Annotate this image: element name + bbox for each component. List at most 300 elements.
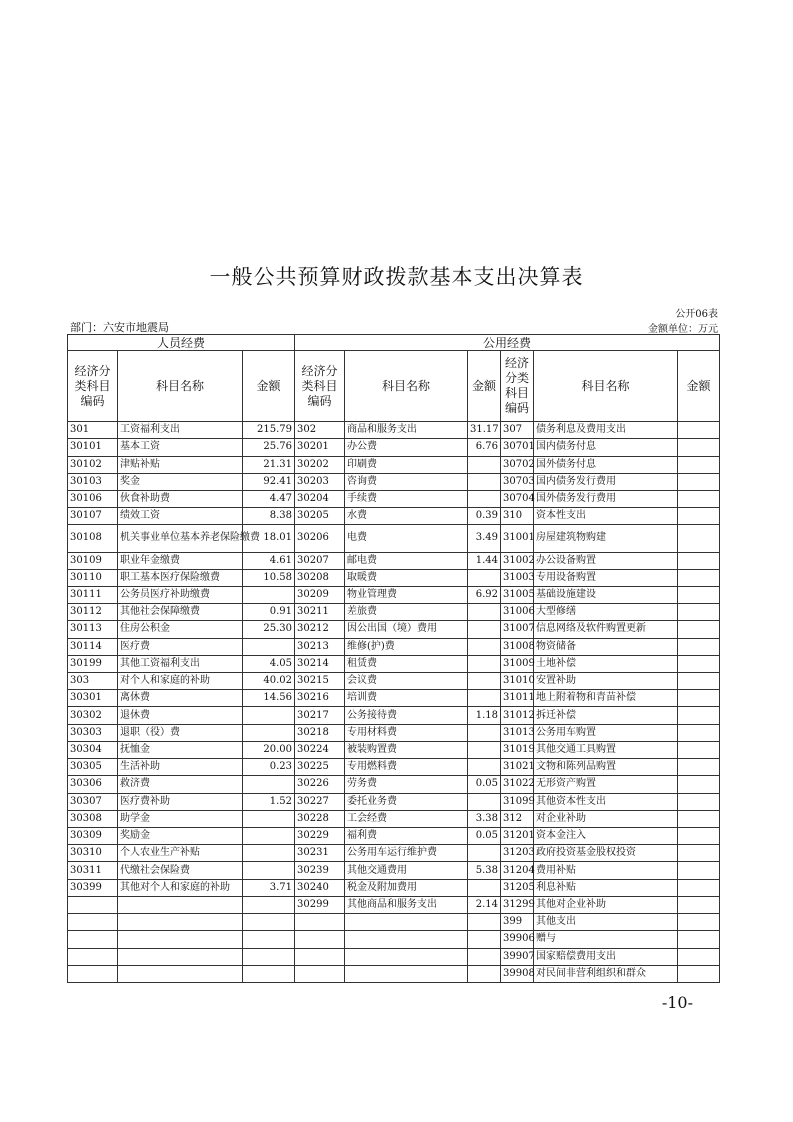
- cell-amount: [243, 862, 295, 879]
- cell-name: 培训费: [345, 690, 468, 707]
- cell-amount: 4.05: [243, 655, 295, 672]
- cell-name: [118, 931, 243, 948]
- cell-name: 公务用车运行维护费: [345, 845, 468, 862]
- cell-code: 30208: [295, 569, 345, 586]
- cell-amount: 10.58: [243, 569, 295, 586]
- table-row: [68, 948, 720, 965]
- cell-name: 政府投资基金股权投资: [534, 845, 678, 862]
- group-personnel: 人员经费: [68, 335, 295, 351]
- header-name: 科目名称: [118, 351, 243, 422]
- cell-amount: 5.38: [468, 862, 501, 879]
- cell-code: 30229: [295, 828, 345, 845]
- cell-name: 奖励金: [118, 828, 243, 845]
- cell-amount: [243, 724, 295, 741]
- cell-name: 住房公积金: [118, 621, 243, 638]
- cell-amount: [678, 828, 720, 845]
- cell-name: 对个人和家庭的补助: [118, 673, 243, 690]
- cell-name: [118, 896, 243, 913]
- cell-code: 30239: [295, 862, 345, 879]
- cell-amount: 18.01: [243, 525, 295, 552]
- cell-amount: [243, 845, 295, 862]
- table-row: [68, 862, 720, 879]
- cell-name: 生活补助: [118, 759, 243, 776]
- cell-code: 30212: [295, 621, 345, 638]
- cell-code: 31021: [501, 759, 534, 776]
- cell-code: 30213: [295, 638, 345, 655]
- cell-name: 工资福利支出: [118, 422, 243, 439]
- cell-amount: 14.56: [243, 690, 295, 707]
- cell-name: [345, 931, 468, 948]
- table-row: [68, 776, 720, 793]
- table-row: [68, 690, 720, 707]
- cell-code: 30103: [68, 473, 118, 490]
- cell-amount: [468, 931, 501, 948]
- cell-amount: [678, 759, 720, 776]
- cell-amount: [243, 707, 295, 724]
- table-row: [68, 741, 720, 758]
- cell-amount: 0.23: [243, 759, 295, 776]
- cell-amount: 0.39: [468, 508, 501, 525]
- cell-name: 被装购置费: [345, 741, 468, 758]
- cell-amount: [678, 896, 720, 913]
- cell-amount: 0.05: [468, 828, 501, 845]
- cell-name: [118, 965, 243, 982]
- cell-amount: [243, 948, 295, 965]
- cell-amount: [243, 931, 295, 948]
- cell-amount: [468, 621, 501, 638]
- cell-amount: 2.14: [468, 896, 501, 913]
- cell-name: 利息补贴: [534, 879, 678, 896]
- cell-amount: [468, 965, 501, 982]
- cell-name: 福利费: [345, 828, 468, 845]
- cell-code: 30217: [295, 707, 345, 724]
- cell-code: 30113: [68, 621, 118, 638]
- cell-name: 物业管理费: [345, 586, 468, 603]
- cell-name: 委托业务费: [345, 793, 468, 810]
- cell-code: 31002: [501, 552, 534, 569]
- cell-name: 印刷费: [345, 456, 468, 473]
- cell-name: 租赁费: [345, 655, 468, 672]
- cell-amount: 4.47: [243, 491, 295, 508]
- cell-amount: [243, 965, 295, 982]
- cell-amount: [468, 456, 501, 473]
- cell-amount: [468, 845, 501, 862]
- cell-amount: [468, 793, 501, 810]
- cell-code: 30214: [295, 655, 345, 672]
- cell-name: 退职（役）费: [118, 724, 243, 741]
- cell-name: 其他交通工具购置: [534, 741, 678, 758]
- cell-amount: [678, 673, 720, 690]
- department-label: 部门：六安市地震局: [70, 321, 169, 334]
- cell-name: 其他资本性支出: [534, 793, 678, 810]
- table-row: [68, 965, 720, 982]
- cell-code: 30304: [68, 741, 118, 758]
- cell-code: 301: [68, 422, 118, 439]
- cell-amount: [678, 569, 720, 586]
- cell-name: 离休费: [118, 690, 243, 707]
- table-row: [68, 525, 720, 552]
- cell-code: 31204: [501, 862, 534, 879]
- cell-name: 其他社会保障缴费: [118, 604, 243, 621]
- cell-name: 公务接待费: [345, 707, 468, 724]
- page-title: 一般公共预算财政拨款基本支出决算表: [209, 265, 584, 289]
- cell-code: 30199: [68, 655, 118, 672]
- cell-code: 31011: [501, 690, 534, 707]
- cell-name: 房屋建筑物购建: [534, 525, 678, 552]
- header-amount: 金额: [243, 351, 295, 422]
- cell-amount: [468, 655, 501, 672]
- cell-amount: [678, 948, 720, 965]
- cell-amount: [678, 473, 720, 490]
- cell-name: 对企业补助: [534, 810, 678, 827]
- group-header-row: [68, 335, 720, 351]
- table-row: [68, 638, 720, 655]
- cell-code: 30311: [68, 862, 118, 879]
- cell-code: [295, 914, 345, 931]
- cell-amount: [678, 439, 720, 456]
- table-row: [68, 759, 720, 776]
- cell-amount: 3.38: [468, 810, 501, 827]
- cell-code: 30308: [68, 810, 118, 827]
- cell-code: 31007: [501, 621, 534, 638]
- cell-code: [68, 914, 118, 931]
- cell-code: 31001: [501, 525, 534, 552]
- cell-amount: [678, 741, 720, 758]
- cell-amount: [678, 690, 720, 707]
- header-amount: 金额: [468, 351, 501, 422]
- cell-name: 国外债务发行费用: [534, 491, 678, 508]
- cell-name: 咨询费: [345, 473, 468, 490]
- cell-name: 会议费: [345, 673, 468, 690]
- cell-amount: [678, 914, 720, 931]
- cell-amount: 6.92: [468, 586, 501, 603]
- cell-amount: 1.52: [243, 793, 295, 810]
- cell-name: [345, 965, 468, 982]
- cell-amount: [678, 793, 720, 810]
- cell-name: 医疗费补助: [118, 793, 243, 810]
- cell-name: 国内债务发行费用: [534, 473, 678, 490]
- cell-code: 30205: [295, 508, 345, 525]
- cell-code: 30226: [295, 776, 345, 793]
- cell-amount: [678, 776, 720, 793]
- cell-code: 302: [295, 422, 345, 439]
- table-row: [68, 707, 720, 724]
- cell-code: 303: [68, 673, 118, 690]
- cell-name: [118, 948, 243, 965]
- cell-amount: [468, 759, 501, 776]
- cell-amount: [678, 508, 720, 525]
- header-name: 科目名称: [534, 351, 678, 422]
- cell-code: 30305: [68, 759, 118, 776]
- page-number: -10-: [661, 993, 693, 1012]
- column-header-row: [68, 351, 720, 422]
- cell-amount: 25.30: [243, 621, 295, 638]
- cell-amount: [678, 862, 720, 879]
- cell-code: 30106: [68, 491, 118, 508]
- cell-code: 30204: [295, 491, 345, 508]
- cell-amount: 20.00: [243, 741, 295, 758]
- cell-name: 个人农业生产补贴: [118, 845, 243, 862]
- table-row: [68, 896, 720, 913]
- cell-amount: [243, 914, 295, 931]
- cell-code: 30218: [295, 724, 345, 741]
- cell-amount: [678, 491, 720, 508]
- cell-amount: [468, 673, 501, 690]
- cell-name: 赠与: [534, 931, 678, 948]
- cell-name: 助学金: [118, 810, 243, 827]
- cell-amount: 1.18: [468, 707, 501, 724]
- cell-code: [295, 965, 345, 982]
- cell-code: 30310: [68, 845, 118, 862]
- cell-name: 维修(护)费: [345, 638, 468, 655]
- cell-amount: 215.79: [243, 422, 295, 439]
- cell-name: 绩效工资: [118, 508, 243, 525]
- cell-amount: 3.71: [243, 879, 295, 896]
- cell-amount: [468, 948, 501, 965]
- cell-name: 其他商品和服务支出: [345, 896, 468, 913]
- header-amount: 金额: [678, 351, 720, 422]
- table-row: [68, 621, 720, 638]
- cell-name: 物资储备: [534, 638, 678, 655]
- cell-code: 30102: [68, 456, 118, 473]
- cell-code: 30703: [501, 473, 534, 490]
- cell-amount: 40.02: [243, 673, 295, 690]
- cell-code: 30240: [295, 879, 345, 896]
- cell-amount: 25.76: [243, 439, 295, 456]
- cell-name: 公务员医疗补助缴费: [118, 586, 243, 603]
- cell-name: 国内债务付息: [534, 439, 678, 456]
- cell-amount: 0.05: [468, 776, 501, 793]
- cell-name: 资本金注入: [534, 828, 678, 845]
- cell-name: 职工基本医疗保险缴费: [118, 569, 243, 586]
- cell-amount: 92.41: [243, 473, 295, 490]
- cell-code: 30299: [295, 896, 345, 913]
- cell-code: 310: [501, 508, 534, 525]
- cell-code: 30109: [68, 552, 118, 569]
- cell-code: 39908: [501, 965, 534, 982]
- cell-code: 30207: [295, 552, 345, 569]
- cell-amount: [468, 569, 501, 586]
- amount-unit-label: 金额单位：万元: [648, 324, 718, 335]
- cell-amount: [678, 604, 720, 621]
- cell-name: 其他对企业补助: [534, 896, 678, 913]
- cell-amount: [243, 776, 295, 793]
- cell-code: 30302: [68, 707, 118, 724]
- cell-code: 30101: [68, 439, 118, 456]
- table-row: [68, 422, 720, 439]
- cell-code: 31019: [501, 741, 534, 758]
- table-row: [68, 914, 720, 931]
- cell-code: 31008: [501, 638, 534, 655]
- cell-name: 水费: [345, 508, 468, 525]
- cell-amount: [243, 586, 295, 603]
- cell-amount: [243, 828, 295, 845]
- cell-amount: [678, 879, 720, 896]
- table-row: [68, 810, 720, 827]
- cell-code: 31006: [501, 604, 534, 621]
- cell-code: 39907: [501, 948, 534, 965]
- cell-amount: [678, 552, 720, 569]
- table-row: [68, 655, 720, 672]
- cell-amount: [243, 896, 295, 913]
- cell-amount: [678, 810, 720, 827]
- cell-code: 30203: [295, 473, 345, 490]
- table-row: [68, 586, 720, 603]
- cell-code: 399: [501, 914, 534, 931]
- cell-code: 30225: [295, 759, 345, 776]
- cell-code: [68, 948, 118, 965]
- cell-code: [68, 931, 118, 948]
- cell-name: 专用燃料费: [345, 759, 468, 776]
- cell-code: 31013: [501, 724, 534, 741]
- cell-code: 30228: [295, 810, 345, 827]
- cell-code: 30216: [295, 690, 345, 707]
- cell-name: 工会经费: [345, 810, 468, 827]
- cell-name: 津贴补贴: [118, 456, 243, 473]
- cell-code: 30702: [501, 456, 534, 473]
- cell-amount: [468, 914, 501, 931]
- table-row: [68, 828, 720, 845]
- cell-amount: 6.76: [468, 439, 501, 456]
- cell-code: 312: [501, 810, 534, 827]
- cell-amount: [678, 456, 720, 473]
- cell-name: 代缴社会保险费: [118, 862, 243, 879]
- cell-name: 债务利息及费用支出: [534, 422, 678, 439]
- cell-code: 31201: [501, 828, 534, 845]
- table-row: [68, 845, 720, 862]
- cell-name: 办公设备购置: [534, 552, 678, 569]
- cell-name: 因公出国（境）费用: [345, 621, 468, 638]
- cell-name: 基本工资: [118, 439, 243, 456]
- cell-amount: [468, 473, 501, 490]
- cell-name: 安置补助: [534, 673, 678, 690]
- cell-code: 30108: [68, 525, 118, 552]
- cell-amount: [468, 604, 501, 621]
- cell-name: 其他交通费用: [345, 862, 468, 879]
- cell-name: 其他对个人和家庭的补助: [118, 879, 243, 896]
- cell-code: 30303: [68, 724, 118, 741]
- cell-name: 费用补贴: [534, 862, 678, 879]
- cell-name: 专用设备购置: [534, 569, 678, 586]
- cell-code: 30231: [295, 845, 345, 862]
- cell-code: 30215: [295, 673, 345, 690]
- cell-name: 专用材料费: [345, 724, 468, 741]
- group-public: 公用经费: [295, 335, 720, 351]
- cell-amount: 0.91: [243, 604, 295, 621]
- cell-code: 31010: [501, 673, 534, 690]
- table-row: [68, 724, 720, 741]
- cell-name: 职业年金缴费: [118, 552, 243, 569]
- cell-amount: [468, 638, 501, 655]
- header-code: 经济分类科目编码: [68, 351, 118, 422]
- cell-amount: [678, 845, 720, 862]
- cell-name: [345, 914, 468, 931]
- cell-code: [68, 896, 118, 913]
- cell-code: 30307: [68, 793, 118, 810]
- cell-name: 大型修缮: [534, 604, 678, 621]
- cell-amount: 31.17: [468, 422, 501, 439]
- cell-name: [118, 914, 243, 931]
- cell-name: 文物和陈列品购置: [534, 759, 678, 776]
- cell-name: 奖金: [118, 473, 243, 490]
- cell-code: 31009: [501, 655, 534, 672]
- header-code: 经济分类科目编码: [295, 351, 345, 422]
- cell-amount: [678, 586, 720, 603]
- cell-code: [295, 948, 345, 965]
- cell-amount: [678, 655, 720, 672]
- cell-code: 30112: [68, 604, 118, 621]
- cell-name: 电费: [345, 525, 468, 552]
- cell-amount: [468, 491, 501, 508]
- cell-name: 资本性支出: [534, 508, 678, 525]
- cell-code: 30107: [68, 508, 118, 525]
- cell-code: 31203: [501, 845, 534, 862]
- cell-name: 拆迁补偿: [534, 707, 678, 724]
- cell-code: 30704: [501, 491, 534, 508]
- cell-amount: [678, 724, 720, 741]
- cell-code: 30399: [68, 879, 118, 896]
- cell-amount: 8.38: [243, 508, 295, 525]
- cell-amount: [678, 422, 720, 439]
- cell-name: 机关事业单位基本养老保险缴费: [118, 525, 243, 552]
- cell-name: 税金及附加费用: [345, 879, 468, 896]
- cell-amount: [678, 707, 720, 724]
- cell-name: 信息网络及软件购置更新: [534, 621, 678, 638]
- cell-code: 31022: [501, 776, 534, 793]
- cell-amount: [468, 690, 501, 707]
- cell-amount: [243, 638, 295, 655]
- cell-code: 30111: [68, 586, 118, 603]
- cell-amount: [678, 638, 720, 655]
- cell-amount: [243, 810, 295, 827]
- expenditure-table: [67, 334, 720, 983]
- table-row: [68, 552, 720, 569]
- header-code: 经济分类科目编码: [501, 351, 534, 422]
- table-row: [68, 508, 720, 525]
- table-row: [68, 604, 720, 621]
- table-row: [68, 569, 720, 586]
- cell-name: 土地补偿: [534, 655, 678, 672]
- cell-amount: 3.49: [468, 525, 501, 552]
- cell-code: 30227: [295, 793, 345, 810]
- cell-name: 基础设施建设: [534, 586, 678, 603]
- cell-name: 手续费: [345, 491, 468, 508]
- cell-amount: [678, 965, 720, 982]
- cell-name: 其他支出: [534, 914, 678, 931]
- cell-name: 无形资产购置: [534, 776, 678, 793]
- cell-code: 30201: [295, 439, 345, 456]
- cell-code: 30211: [295, 604, 345, 621]
- cell-name: 抚恤金: [118, 741, 243, 758]
- cell-code: 30306: [68, 776, 118, 793]
- cell-amount: [678, 931, 720, 948]
- form-number: 公开06表: [675, 309, 718, 320]
- cell-name: 办公费: [345, 439, 468, 456]
- cell-code: 31005: [501, 586, 534, 603]
- cell-code: [68, 965, 118, 982]
- cell-amount: [468, 741, 501, 758]
- cell-name: 地上附着物和青苗补偿: [534, 690, 678, 707]
- cell-code: 30114: [68, 638, 118, 655]
- cell-name: 国外债务付息: [534, 456, 678, 473]
- table-row: [68, 879, 720, 896]
- cell-code: 31012: [501, 707, 534, 724]
- cell-code: 31099: [501, 793, 534, 810]
- cell-name: 差旅费: [345, 604, 468, 621]
- cell-code: 30209: [295, 586, 345, 603]
- cell-name: 国家赔偿费用支出: [534, 948, 678, 965]
- cell-code: 31205: [501, 879, 534, 896]
